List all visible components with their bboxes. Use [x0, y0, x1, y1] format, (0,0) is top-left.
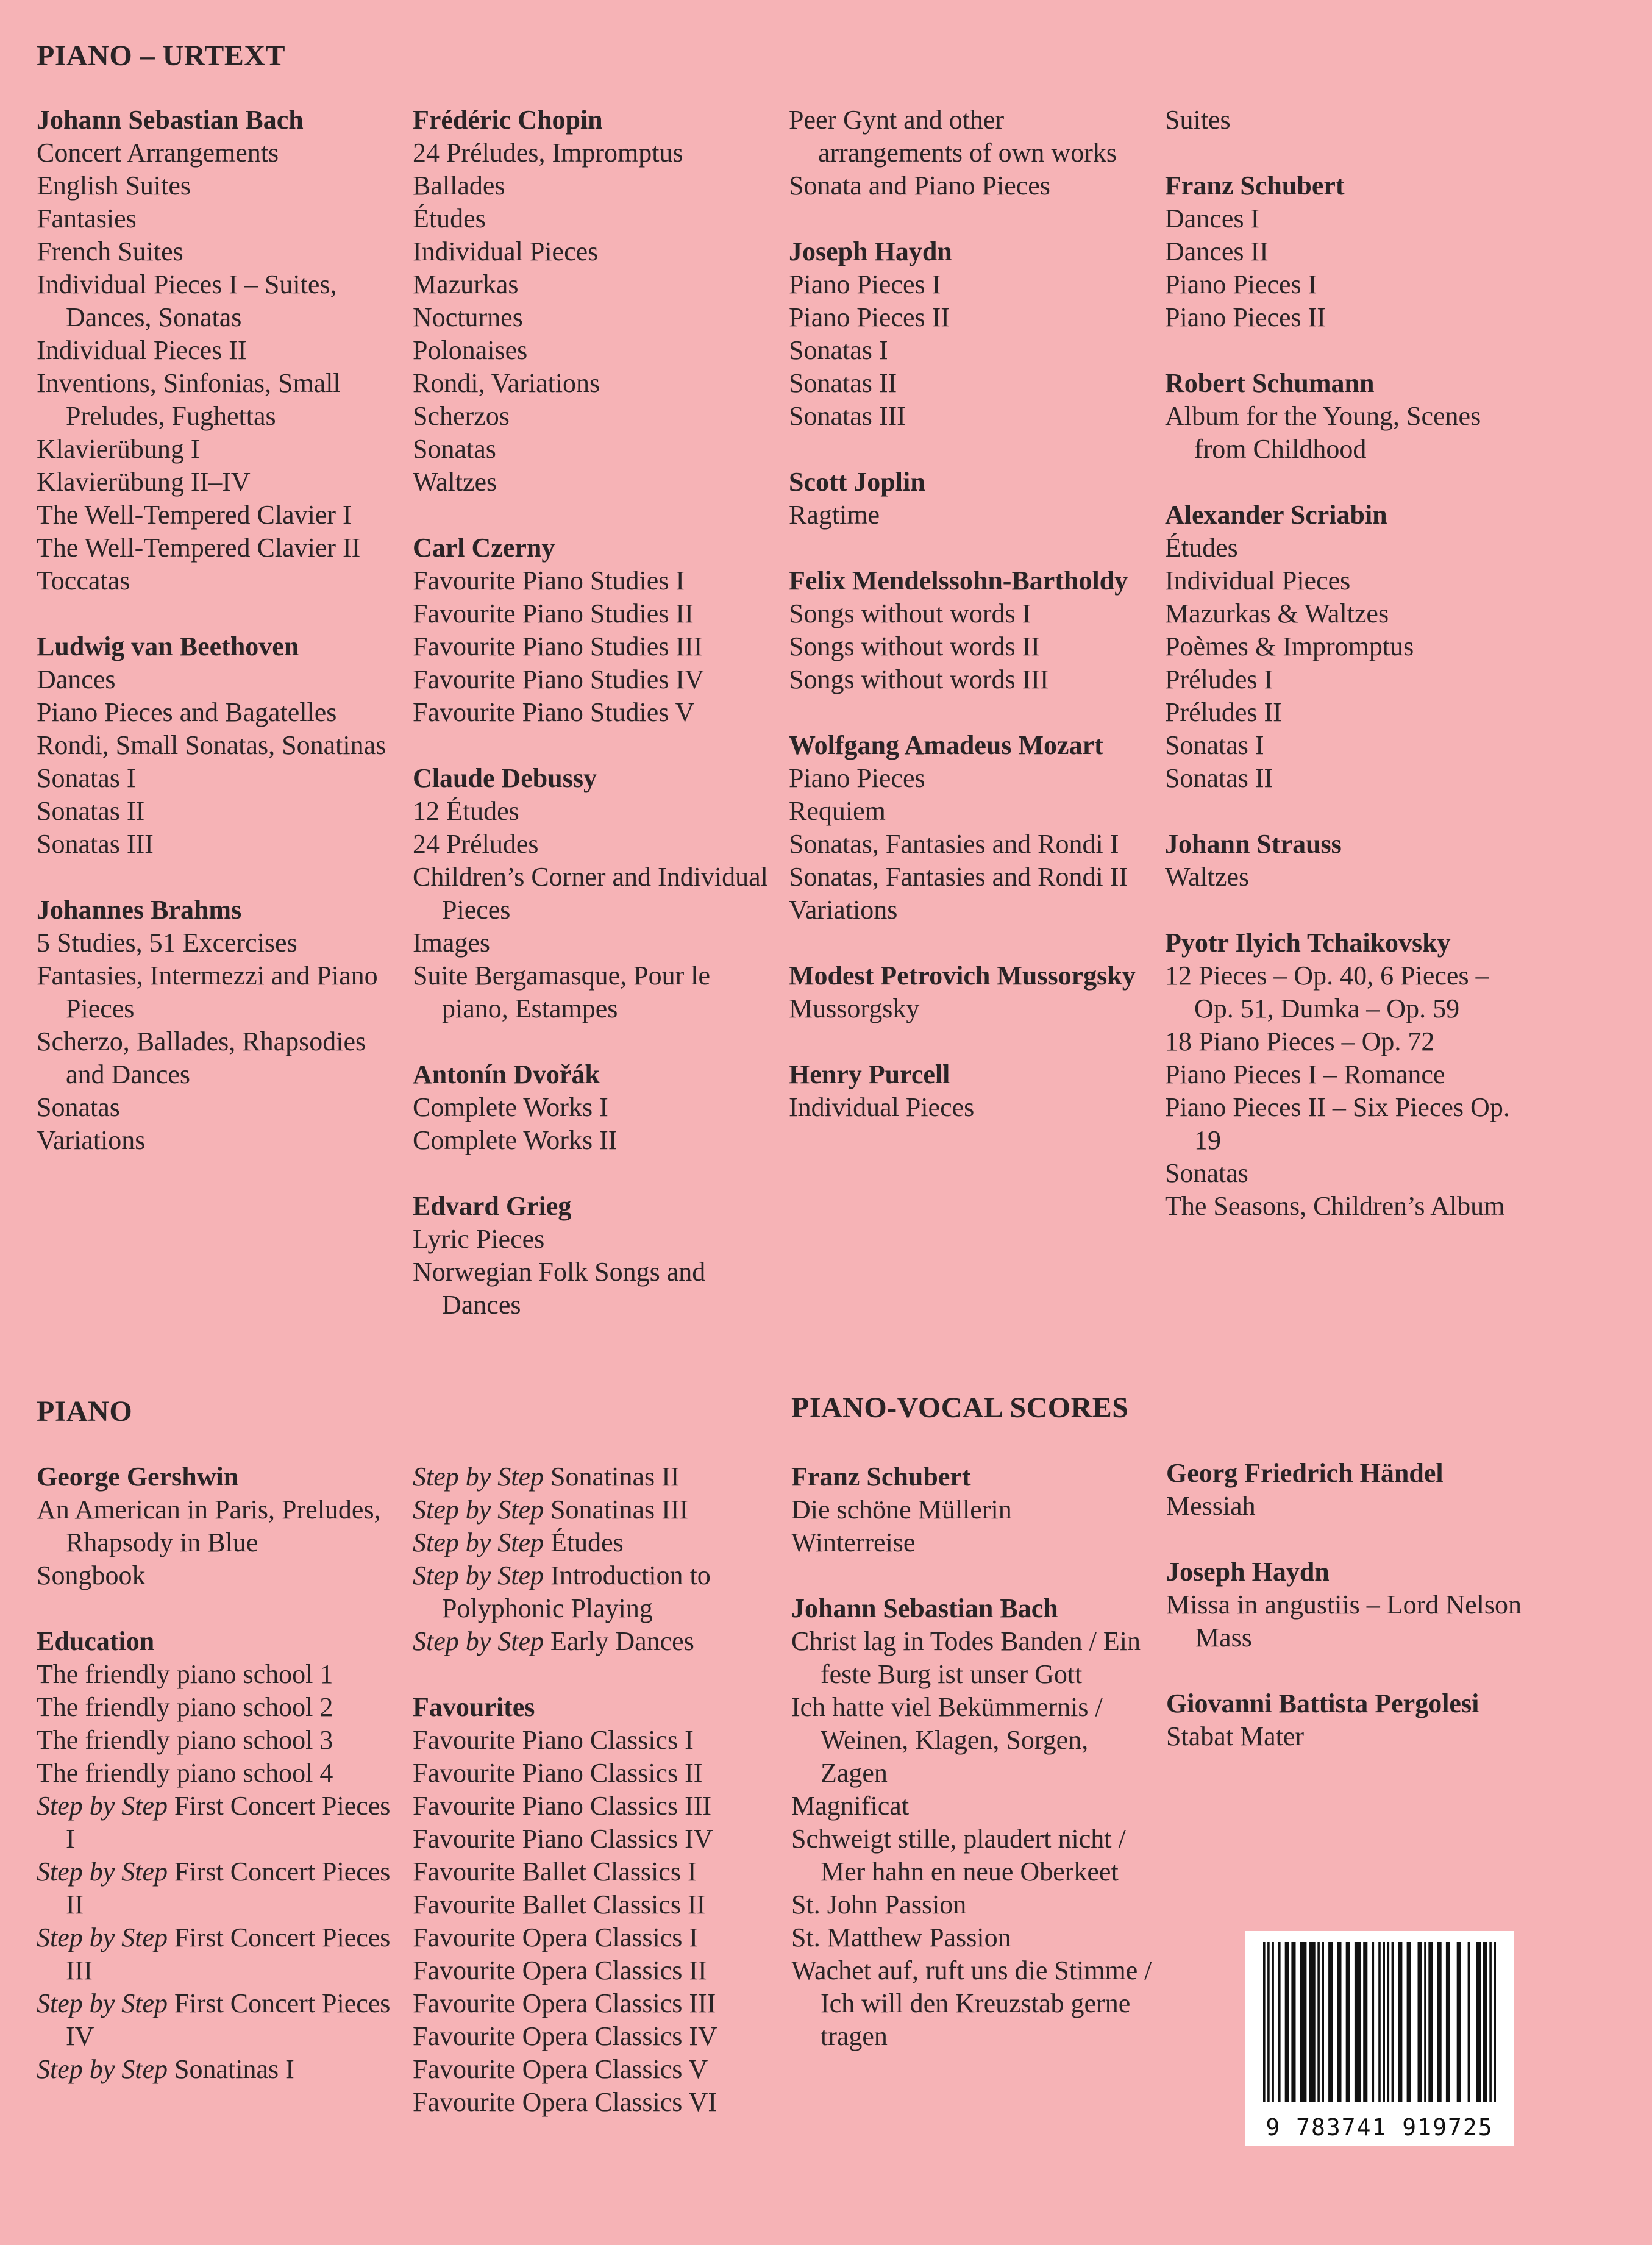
piano-column-2 [413, 1460, 778, 2152]
catalog-title: Toccatas [37, 566, 130, 596]
catalog-title: Piano Pieces and Bagatelles [37, 697, 337, 727]
composer-name: Robert Schumann [1165, 368, 1375, 398]
series-name: Step by Step [413, 1626, 544, 1656]
catalog-title: Sonatas, Fantasies and Rondi II [789, 862, 1128, 892]
title-text: Études [544, 1528, 624, 1557]
composer-name: Edvard Grieg [413, 1191, 572, 1221]
composer-group [413, 1460, 778, 1658]
catalog-title: Requiem [789, 796, 886, 826]
composer-group [413, 1058, 778, 1157]
urtext-column-1 [37, 104, 402, 1190]
title-text: The friendly piano school 2 [37, 1692, 333, 1722]
composer-name: Joseph Haydn [789, 237, 952, 266]
title-text: The friendly piano school 3 [37, 1725, 333, 1755]
catalog-title: Individual Pieces I – Suites, Dances, Sonatas [37, 269, 337, 332]
barcode-bar [1278, 1942, 1281, 2102]
catalog-title: Songs without words III [789, 664, 1049, 694]
catalog-title: Waltzes [1165, 862, 1250, 892]
catalog-title: Mazurkas [413, 269, 519, 299]
composer-group [789, 235, 1155, 433]
title-text: Favourite Piano Classics IV [413, 1824, 713, 1854]
title-text: First Concert Pieces III [66, 1923, 391, 1985]
composer-name: Alexander Scriabin [1165, 500, 1387, 530]
composer-group [789, 104, 1155, 202]
catalog-title: Scherzos [413, 401, 510, 431]
catalog-title [413, 1921, 778, 1954]
barcode-bar [1392, 1942, 1394, 2102]
composer-group [789, 564, 1155, 696]
catalog-title [413, 1954, 778, 1987]
composer-group [1165, 169, 1531, 334]
composer-name: Johannes Brahms [37, 895, 242, 925]
composer-group [413, 532, 778, 729]
title-text: Winterreise [791, 1528, 916, 1557]
catalog-title: French Suites [37, 237, 183, 266]
catalog-title [413, 1493, 778, 1526]
barcode-bar [1418, 1942, 1422, 2102]
composer-name: Antonín Dvořák [413, 1059, 600, 1089]
barcode-bar [1383, 1942, 1385, 2102]
composer-group [413, 1190, 778, 1322]
title-text: St. Matthew Passion [791, 1923, 1011, 1952]
barcode-bar [1387, 1942, 1390, 2102]
catalog-title: Individual Pieces [413, 237, 599, 266]
catalog-title: Sonatas I [37, 763, 136, 793]
barcode-number: 9 783741 919725 [1266, 2114, 1494, 2141]
catalog-title: Individual Pieces [1165, 566, 1351, 596]
composer-name: Felix Mendelssohn-Bartholdy [789, 566, 1128, 596]
catalog-title: Piano Pieces I [1165, 269, 1317, 299]
catalog-title [791, 1691, 1157, 1790]
composer-group [1166, 1457, 1532, 1523]
catalog-title: Ragtime [789, 500, 880, 530]
title-text: First Concert Pieces II [66, 1857, 391, 1919]
catalog-title: Sonata and Piano Pieces [789, 171, 1050, 201]
barcode-bar [1285, 1942, 1289, 2102]
title-text: Magnificat [791, 1791, 910, 1821]
catalog-title [413, 1987, 778, 2020]
catalog-title: 12 Pieces – Op. 40, 6 Pieces – Op. 51, Dumka – Op. 59 [1165, 961, 1489, 1023]
title-text: Messiah [1166, 1491, 1256, 1521]
title-text: First Concert Pieces I [66, 1791, 391, 1854]
catalog-title: Peer Gynt and other arrangements of own works [789, 105, 1117, 168]
catalog-title [37, 1724, 402, 1757]
composer-group [789, 466, 1155, 532]
series-name: Step by Step [413, 1528, 544, 1557]
barcode-bar [1337, 1942, 1341, 2102]
barcode-bar [1407, 1942, 1411, 2102]
catalog-title [413, 1526, 778, 1559]
composer-group [791, 1460, 1157, 1559]
barcode-bar [1494, 1942, 1496, 2102]
catalog-title [413, 1625, 778, 1658]
catalog-title: Piano Pieces I [789, 269, 941, 299]
title-text: Schweigt stille, plaudert nicht / Mer hahn en neue Oberkeet [791, 1824, 1126, 1887]
catalog-title: Préludes I [1165, 664, 1273, 694]
composer-group [1165, 828, 1531, 894]
catalog-title: Individual Pieces II [37, 335, 247, 365]
barcode-bar [1328, 1942, 1333, 2102]
title-text: Early Dances [544, 1626, 694, 1656]
series-name: Step by Step [37, 1791, 168, 1821]
catalog-title: Sonatas [1165, 1158, 1248, 1188]
catalog-title [37, 1855, 402, 1921]
catalog-title [37, 1658, 402, 1691]
catalog-title: Poèmes & Impromptus [1165, 632, 1414, 661]
catalog-title [791, 1921, 1157, 1954]
composer-name: Education [37, 1626, 155, 1656]
catalog-title: Songs without words II [789, 632, 1040, 661]
title-text: Favourite Opera Classics II [413, 1955, 707, 1985]
catalog-title: Suite Bergamasque, Pour le piano, Estampes [413, 961, 710, 1023]
catalog-title: Sonatas [37, 1092, 120, 1122]
catalog-title: Sonatas, Fantasies and Rondi I [789, 829, 1119, 859]
catalog-title: Fantasies [37, 204, 137, 233]
catalog-title: 12 Études [413, 796, 519, 826]
composer-group [37, 630, 402, 861]
barcode-bar [1489, 1942, 1492, 2102]
catalog-title [1166, 1490, 1532, 1523]
composer-group [1165, 104, 1531, 137]
catalog-title: Rondi, Small Sonatas, Sonatinas [37, 730, 386, 760]
composer-name: Modest Petrovich Mussorgsky [789, 961, 1136, 991]
title-text: Favourite Opera Classics I [413, 1923, 698, 1952]
title-text: Missa in angustiis – Lord Nelson Mass [1166, 1590, 1522, 1653]
catalog-title: 5 Studies, 51 Excercises [37, 928, 297, 958]
composer-name: Henry Purcell [789, 1059, 950, 1089]
catalog-title: Individual Pieces [789, 1092, 975, 1122]
composer-name: Claude Debussy [413, 763, 597, 793]
series-name: Step by Step [37, 2054, 168, 2084]
catalog-title [1166, 1720, 1532, 1753]
catalog-title: Préludes II [1165, 697, 1282, 727]
barcode-bar [1309, 1942, 1316, 2102]
catalog-title: Sonatas III [789, 401, 906, 431]
catalog-title: Klavierübung I [37, 434, 200, 464]
catalog-title [413, 2020, 778, 2053]
catalog-title: Norwegian Folk Songs and Dances [413, 1257, 706, 1320]
title-text: Favourite Piano Classics II [413, 1758, 703, 1788]
composer-group [37, 1460, 402, 1592]
title-text: Stabat Mater [1166, 1721, 1305, 1751]
composer-name: Franz Schubert [791, 1462, 971, 1492]
catalog-title: Mazurkas & Waltzes [1165, 599, 1389, 628]
barcode-bar [1424, 1942, 1426, 2102]
catalog-title [413, 1790, 778, 1823]
catalog-title: Sonatas II [789, 368, 897, 398]
catalog-title: Complete Works I [413, 1092, 608, 1122]
catalog-title: Piano Pieces I – Romance [1165, 1059, 1445, 1089]
catalog-title: 18 Piano Pieces – Op. 72 [1165, 1026, 1435, 1056]
barcode-bar [1378, 1942, 1381, 2102]
catalog-title: The Well-Tempered Clavier I [37, 500, 352, 530]
barcode-bars [1245, 1931, 1514, 2114]
composer-group [1165, 367, 1531, 466]
catalog-title: 24 Préludes [413, 829, 539, 859]
composer-name: Carl Czerny [413, 533, 555, 563]
composer-group [1165, 499, 1531, 795]
catalog-title: Dances [37, 664, 116, 694]
title-text: Favourite Piano Classics I [413, 1725, 694, 1755]
catalog-title: Favourite Piano Studies IV [413, 664, 704, 694]
catalog-title: Klavierübung II–IV [37, 467, 251, 497]
barcode-bar [1372, 1942, 1375, 2102]
catalog-title [413, 1823, 778, 1855]
section-heading-piano: PIANO [37, 1395, 133, 1428]
catalog-title [37, 1987, 402, 2053]
catalog-title: English Suites [37, 171, 191, 201]
barcode-bar [1437, 1942, 1442, 2102]
composer-group [413, 762, 778, 1025]
catalog-title: Piano Pieces II [1165, 302, 1326, 332]
catalog-title: Sonatas II [1165, 763, 1273, 793]
catalog-title [413, 1888, 778, 1921]
title-text: An American in Paris, Preludes, Rhapsody in Blue [37, 1495, 381, 1557]
barcode-bar [1483, 1942, 1487, 2102]
composer-group [413, 1691, 778, 2119]
catalog-title: Sonatas [413, 434, 496, 464]
catalog-title [37, 2053, 402, 2086]
series-name: Step by Step [37, 1923, 168, 1952]
catalog-title: Rondi, Variations [413, 368, 600, 398]
catalog-title [413, 1559, 778, 1625]
barcode-bar [1272, 1942, 1274, 2102]
catalog-title: Lyric Pieces [413, 1224, 545, 1254]
catalog-title: Favourite Piano Studies II [413, 599, 694, 628]
catalog-title [791, 1493, 1157, 1526]
title-text: Christ lag in Todes Banden / Ein feste Burg ist unser Gott [791, 1626, 1141, 1689]
catalog-title: Favourite Piano Studies III [413, 632, 703, 661]
catalog-title [37, 1691, 402, 1724]
composer-group [37, 894, 402, 1157]
composer-name: George Gershwin [37, 1462, 239, 1492]
catalog-title: Album for the Young, Scenes from Childhood [1165, 401, 1481, 464]
composer-group [413, 104, 778, 499]
catalog-title: Songs without words I [789, 599, 1031, 628]
catalog-title [413, 2086, 778, 2119]
barcode-bar [1428, 1942, 1433, 2102]
catalog-title [791, 1823, 1157, 1888]
catalog-title [413, 1724, 778, 1757]
catalog-title [413, 1757, 778, 1790]
catalog-title [791, 1625, 1157, 1691]
catalog-title [37, 1493, 402, 1559]
title-text: Ich hatte viel Bekümmernis / Weinen, Klagen, Sorgen, Zagen [791, 1692, 1103, 1788]
title-text: The friendly piano school 1 [37, 1659, 333, 1689]
barcode-bar [1346, 1942, 1350, 2102]
catalog-title: Nocturnes [413, 302, 523, 332]
composer-name: Johann Sebastian Bach [791, 1593, 1058, 1623]
barcode-bar [1468, 1942, 1470, 2102]
barcode-bar [1446, 1942, 1450, 2102]
barcode-bar [1476, 1942, 1481, 2102]
vocal-column-1 [791, 1460, 1157, 2086]
title-text: St. John Passion [791, 1890, 967, 1919]
composer-group [37, 104, 402, 597]
catalog-title: Polonaises [413, 335, 528, 365]
barcode-bar [1291, 1942, 1295, 2102]
composer-group [1165, 927, 1531, 1223]
catalog-title: Scherzo, Ballades, Rhapsodies and Dances [37, 1026, 366, 1089]
vocal-column-2 [1166, 1457, 1532, 1786]
isbn-barcode [1245, 1931, 1514, 2146]
catalog-title: Mussorgsky [789, 994, 920, 1023]
title-text: Wachet auf, ruft uns die Stimme / Ich will den Kreuzstab gerne tragen [791, 1955, 1152, 2051]
catalog-title: Sonatas III [37, 829, 154, 859]
catalog-title [37, 1921, 402, 1987]
catalog-title: Piano Pieces II [789, 302, 950, 332]
barcode-bar [1317, 1942, 1320, 2102]
catalog-title: Piano Pieces [789, 763, 925, 793]
catalog-title [1166, 1589, 1532, 1654]
catalog-title: Images [413, 928, 491, 958]
catalog-title: Dances II [1165, 237, 1269, 266]
composer-name: Johann Sebastian Bach [37, 105, 304, 135]
composer-name: Favourites [413, 1692, 535, 1722]
barcode-bar [1363, 1942, 1367, 2102]
composer-name: Georg Friedrich Händel [1166, 1458, 1444, 1488]
series-name: Step by Step [37, 1857, 168, 1887]
catalog-title [413, 2053, 778, 2086]
composer-group [791, 1592, 1157, 2053]
catalog-title: Favourite Piano Studies V [413, 697, 695, 727]
composer-group [789, 729, 1155, 927]
catalog-title: Complete Works II [413, 1125, 618, 1155]
barcode-bar [1300, 1942, 1307, 2102]
composer-name: Franz Schubert [1165, 171, 1345, 201]
title-text: Favourite Opera Classics IV [413, 2021, 717, 2051]
catalog-title: Sonatas I [789, 335, 888, 365]
composer-name: Ludwig van Beethoven [37, 632, 299, 661]
catalog-title [37, 1757, 402, 1790]
title-text: Introduction to Polyphonic Playing [442, 1560, 711, 1623]
title-text: Favourite Opera Classics VI [413, 2087, 717, 2117]
series-name: Step by Step [413, 1560, 544, 1590]
composer-group [1166, 1687, 1532, 1753]
catalog-title: Fantasies, Intermezzi and Piano Pieces [37, 961, 378, 1023]
catalog-title [37, 1790, 402, 1855]
title-text: Sonatinas II [544, 1462, 680, 1492]
title-text: Favourite Ballet Classics I [413, 1857, 697, 1887]
catalog-title: Variations [789, 895, 898, 925]
catalog-title: Waltzes [413, 467, 497, 497]
catalog-title: Études [413, 204, 486, 233]
composer-group [789, 959, 1155, 1025]
catalog-title: Children’s Corner and Individual Pieces [413, 862, 768, 925]
title-text: Favourite Opera Classics V [413, 2054, 708, 2084]
series-name: Step by Step [37, 1988, 168, 2018]
catalog-title [791, 1526, 1157, 1559]
barcode-bar [1267, 1942, 1270, 2102]
composer-name: Giovanni Battista Pergolesi [1166, 1688, 1479, 1718]
urtext-column-2 [413, 104, 778, 1354]
title-text: Favourite Piano Classics III [413, 1791, 712, 1821]
title-text: Favourite Opera Classics III [413, 1988, 716, 2018]
composer-group [789, 1058, 1155, 1124]
piano-column-1 [37, 1460, 402, 2119]
composer-name: Pyotr Ilyich Tchaikovsky [1165, 928, 1451, 958]
composer-name: Frédéric Chopin [413, 105, 603, 135]
catalog-title: Dances I [1165, 204, 1260, 233]
barcode-bar [1457, 1942, 1461, 2102]
urtext-column-3 [789, 104, 1155, 1157]
catalog-title: 24 Préludes, Impromptus [413, 138, 683, 168]
barcode-bar [1398, 1942, 1402, 2102]
title-text: Sonatinas III [544, 1495, 689, 1525]
section-heading-piano-vocal: PIANO-VOCAL SCORES [791, 1392, 1129, 1424]
catalog-title: Concert Arrangements [37, 138, 279, 168]
composer-name: Johann Strauss [1165, 829, 1342, 859]
catalog-title: The Well-Tempered Clavier II [37, 533, 361, 563]
barcode-bar [1322, 1942, 1324, 2102]
catalog-title: Inventions, Sinfonias, Small Preludes, Fughettas [37, 368, 341, 431]
title-text: Favourite Ballet Classics II [413, 1890, 706, 1919]
catalog-title: Piano Pieces II – Six Pieces Op. 19 [1165, 1092, 1510, 1155]
barcode-bar [1355, 1942, 1361, 2102]
catalog-title [791, 1790, 1157, 1823]
catalog-title [413, 1460, 778, 1493]
catalog-title [791, 1954, 1157, 2053]
catalog-title: Variations [37, 1125, 146, 1155]
catalog-title: Ballades [413, 171, 505, 201]
title-text: Sonatinas I [168, 2054, 294, 2084]
catalog-title [791, 1888, 1157, 1921]
composer-group [37, 1625, 402, 2086]
series-name: Step by Step [413, 1462, 544, 1492]
catalog-title: The Seasons, Children’s Album [1165, 1191, 1505, 1221]
composer-name: Scott Joplin [789, 467, 925, 497]
section-heading-urtext: PIANO – URTEXT [37, 40, 286, 72]
barcode-bar [1263, 1942, 1266, 2102]
title-text: First Concert Pieces IV [66, 1988, 391, 2051]
composer-name: Wolfgang Amadeus Mozart [789, 730, 1103, 760]
title-text: The friendly piano school 4 [37, 1758, 333, 1788]
title-text: Songbook [37, 1560, 146, 1590]
urtext-column-4 [1165, 104, 1531, 1256]
series-name: Step by Step [413, 1495, 544, 1525]
catalog-title: Suites [1165, 105, 1231, 135]
catalog-title [37, 1559, 402, 1592]
composer-name: Joseph Haydn [1166, 1557, 1330, 1587]
title-text: Die schöne Müllerin [791, 1495, 1012, 1525]
catalog-title: Favourite Piano Studies I [413, 566, 685, 596]
catalog-title: Sonatas II [37, 796, 145, 826]
catalog-title: Études [1165, 533, 1238, 563]
composer-group [1166, 1556, 1532, 1654]
catalog-title: Sonatas I [1165, 730, 1264, 760]
catalog-title [413, 1855, 778, 1888]
